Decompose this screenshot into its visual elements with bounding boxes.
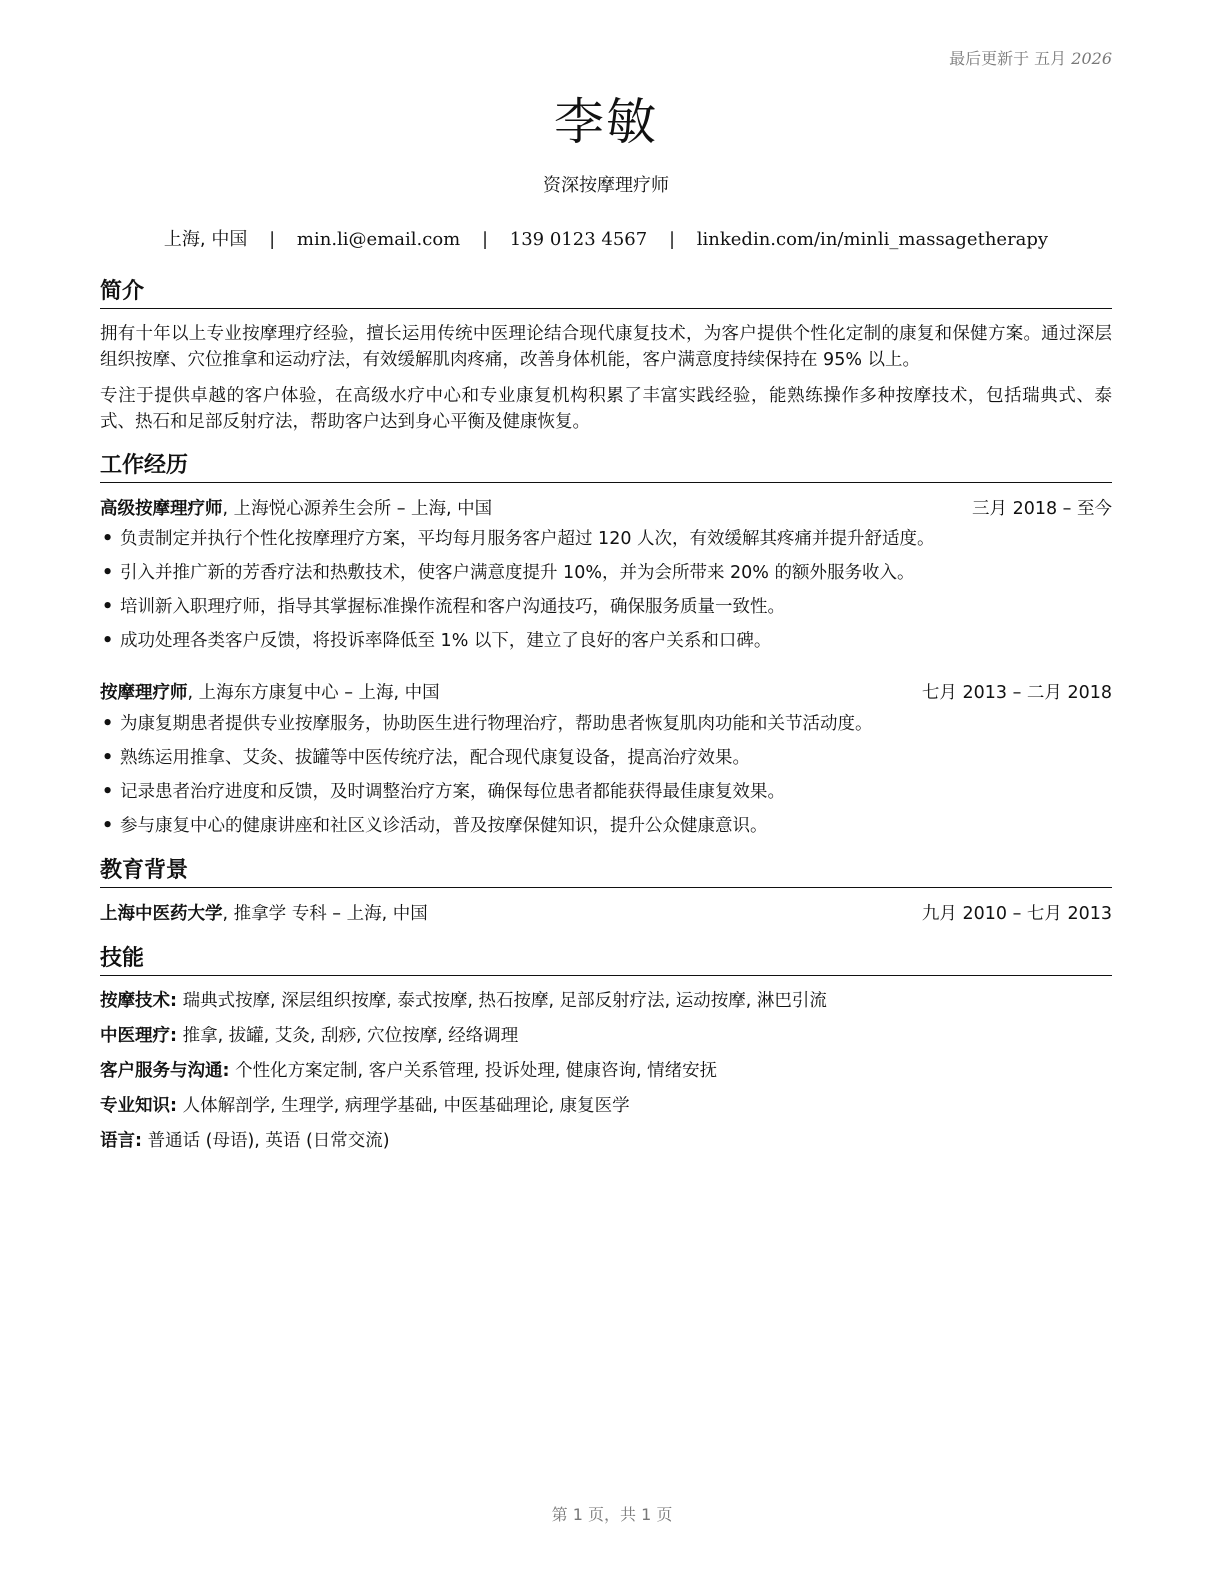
last-updated-label: 最后更新于 五月: [949, 49, 1067, 68]
job-dates: 七月 2013 – 二月 2018: [921, 683, 1112, 703]
summary-heading: 简介: [100, 278, 1112, 309]
resume-page: [100, 0, 1112, 1584]
job-dates: 三月 2018 – 至今: [972, 499, 1112, 519]
skill-label: 语言:: [100, 1131, 142, 1151]
job-role: 高级按摩理疗师: [100, 499, 223, 519]
candidate-name: 李敏: [554, 93, 658, 151]
candidate-title: 资深按摩理疗师: [543, 175, 669, 196]
skill-line: [100, 988, 1112, 1014]
skill-label: 按摩技术:: [100, 991, 177, 1011]
last-updated: [949, 46, 1112, 69]
skill-label: 客户服务与沟通:: [100, 1061, 230, 1081]
job-position: [100, 680, 440, 706]
page-footer: 第 1 页，共 1 页: [551, 1505, 673, 1524]
job-header: [100, 680, 1112, 706]
skill-line: [100, 1023, 1112, 1049]
skill-value: 推拿, 拔罐, 艾灸, 刮痧, 穴位按摩, 经络调理: [177, 1026, 519, 1046]
skill-line: [100, 1128, 1112, 1154]
last-updated-year: 2026: [1071, 49, 1112, 68]
list-item: • 成功处理各类客户反馈，将投诉率降低至 1% 以下，建立了良好的客户关系和口碑。: [100, 624, 1112, 658]
skill-value: 普通话 (母语), 英语 (日常交流): [142, 1131, 390, 1151]
education-heading: 教育背景: [100, 857, 1112, 888]
skill-value: 瑞典式按摩, 深层组织按摩, 泰式按摩, 热石按摩, 足部反射疗法, 运动按摩, 淋巴引流: [177, 991, 827, 1011]
contact-location: 上海, 中国: [163, 229, 248, 250]
summary-paragraph: 拥有十年以上专业按摩理疗经验，擅长运用传统中医理论结合现代康复技术，为客户提供个性化定制的康复和保健方案。通过深层组织按摩、穴位推拿和运动疗法，有效缓解肌肉疼痛，改善身体机能，客户满意度持续保持在 95% 以上。: [100, 324, 1112, 370]
skill-value: 个性化方案定制, 客户关系管理, 投诉处理, 健康咨询, 情绪安抚: [229, 1061, 718, 1081]
education-entry: [100, 901, 428, 927]
job-bullets: [100, 522, 1112, 658]
contact-separator: |: [668, 229, 676, 250]
job-role: 按摩理疗师: [100, 683, 188, 703]
list-item: • 参与康复中心的健康讲座和社区义诊活动，普及按摩保健知识，提升公众健康意识。: [100, 809, 1112, 843]
experience-heading: 工作经历: [100, 452, 1112, 483]
education-detail: , 推拿学 专科 – 上海, 中国: [222, 904, 428, 924]
skill-value: 人体解剖学, 生理学, 病理学基础, 中医基础理论, 康复医学: [177, 1096, 630, 1116]
list-item: • 引入并推广新的芳香疗法和热敷技术，使客户满意度提升 10%，并为会所带来 20% 的额外服务收入。: [100, 556, 1112, 590]
contact-separator: |: [481, 229, 489, 250]
job-org: , 上海悦心源养生会所 – 上海, 中国: [222, 499, 493, 519]
list-item: • 为康复期患者提供专业按摩服务，协助医生进行物理治疗，帮助患者恢复肌肉功能和关节活动度。: [100, 707, 1112, 741]
contact-phone: 139 0123 4567: [509, 229, 648, 250]
job-bullets: [100, 707, 1112, 843]
list-item: • 熟练运用推拿、艾灸、拔罐等中医传统疗法，配合现代康复设备，提高治疗效果。: [100, 741, 1112, 775]
job-position: [100, 496, 492, 522]
job-header: [100, 496, 1112, 522]
skill-label: 专业知识:: [100, 1096, 177, 1116]
summary-paragraph: 专注于提供卓越的客户体验，在高级水疗中心和专业康复机构积累了丰富实践经验，能熟练操作多种按摩技术，包括瑞典式、泰式、热石和足部反射疗法，帮助客户达到身心平衡及健康恢复。: [100, 386, 1112, 432]
job-org: , 上海东方康复中心 – 上海, 中国: [187, 683, 440, 703]
list-item: • 培训新入职理疗师，指导其掌握标准操作流程和客户沟通技巧，确保服务质量一致性。: [100, 590, 1112, 624]
skills-heading: 技能: [100, 945, 1112, 976]
skill-label: 中医理疗:: [100, 1026, 177, 1046]
contact-linkedin-link[interactable]: linkedin.com/in/minli_massagetherapy: [696, 229, 1049, 250]
list-item: • 负责制定并执行个性化按摩理疗方案，平均每月服务客户超过 120 人次，有效缓解其疼痛并提升舒适度。: [100, 522, 1112, 556]
education-row: [100, 901, 1112, 927]
education-dates: 九月 2010 – 七月 2013: [921, 904, 1112, 924]
education-school: 上海中医药大学: [100, 904, 223, 924]
skill-line: [100, 1058, 1112, 1084]
list-item: • 记录患者治疗进度和反馈，及时调整治疗方案，确保每位患者都能获得最佳康复效果。: [100, 775, 1112, 809]
contact-email-link[interactable]: min.li@email.com: [296, 229, 461, 250]
contact-separator: |: [269, 229, 276, 250]
skill-line: [100, 1093, 1112, 1119]
contact-line: [100, 225, 1112, 251]
